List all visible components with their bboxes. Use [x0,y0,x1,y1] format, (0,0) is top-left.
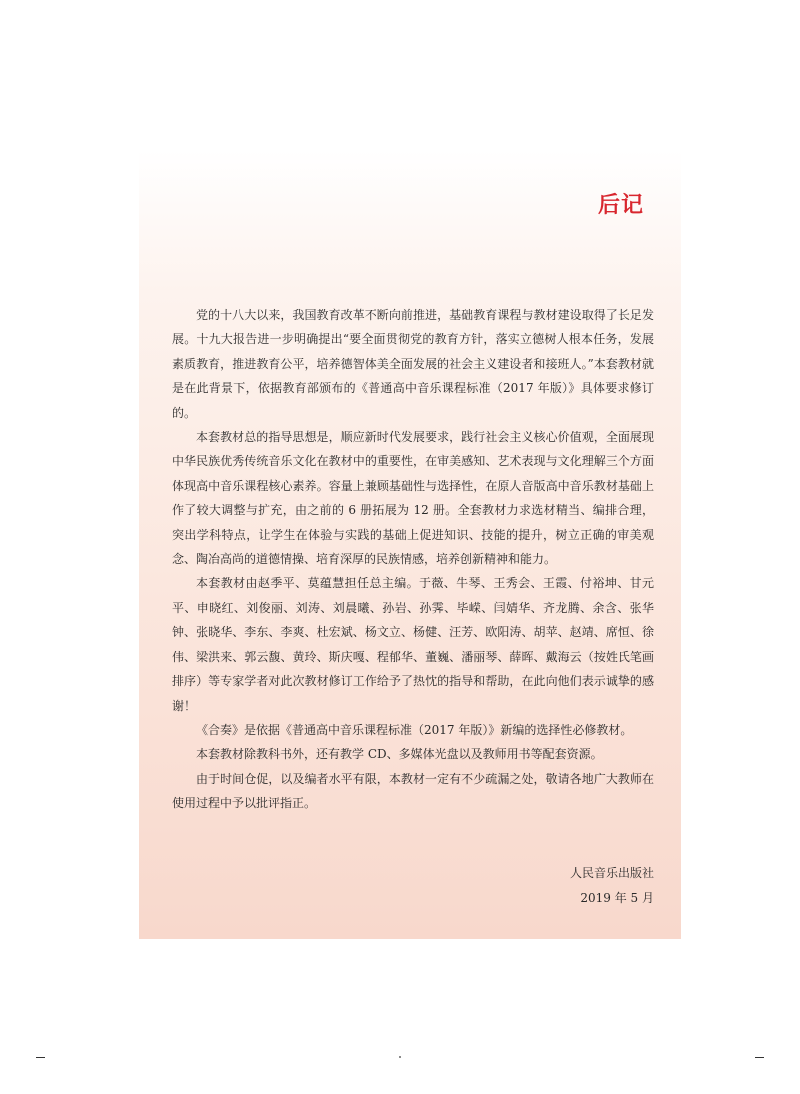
signature-date: 2019 年 5 月 [580,891,654,905]
paragraph-ensemble: 《合奏》是依据《普通高中音乐课程标准（2017 年版）》新编的选择性必修教材。 [196,722,633,737]
page-title: 后记 [598,193,645,218]
crop-mark-left [36,1057,45,1058]
paragraph-guiding-idea: 本套教材总的指导思想是，顺应新时代发展要求，践行社会主义核心价值观，全面展现中华民族优秀传统音乐文化在教材中的重要性，在审美感知、艺术表现与文化理解三个方面体现高中音乐课程核心素养。容量上兼顾基础性与选择性，在原人音版高中音乐教材基础上作了较大调整与扩充，由之前的 6 册拓展为 12 册。全套教材力求选材精当、编排合理，突出学科特点，让学生在体验与实践的基础上促进知识、技能的提升，树立正确的审美观念、陶冶高尚的道德情操、培育深厚的民族情感，培养创新精神和能力。 [172,430,654,567]
afterword-body [172,303,654,816]
paragraph-closing: 由于时间仓促，以及编者水平有限，本教材一定有不少疏漏之处，敬请各地广大教师在使用过程中予以批评指正。 [172,771,654,811]
crop-mark-center [399,1056,401,1058]
crop-mark-right [755,1057,764,1058]
paragraph-intro: 党的十八大以来，我国教育改革不断向前推进，基础教育课程与教材建设取得了长足发展。十九大报告进一步明确提出“要全面贯彻党的教育方针，落实立德树人根本任务，发展素质教育，推进教育公平，培养德智体美全面发展的社会主义建设者和接班人。”本套教材就是在此背景下，依据教育部颁布的《普通高中音乐课程标准（2017 年版）》具体要求修订的。 [172,308,654,420]
publisher-signature: 人民音乐出版社 [569,866,654,880]
paragraph-editors: 本套教材由赵季平、莫蕴慧担任总主编。于薇、牛琴、王秀会、王霞、付裕坤、甘元平、申晓红、刘俊丽、刘涛、刘晨曦、孙岩、孙霁、毕嵘、闫婧华、齐龙腾、余含、张华钟、张晓华、李东、李爽、杜宏斌、杨文立、杨健、汪芳、欧阳涛、胡苹、赵靖、席恒、徐伟、梁洪来、郭云馥、黄玲、斯庆嘎、程郁华、董巍、潘丽琴、薛晖、戴海云（按姓氏笔画排序）等专家学者对此次教材修订工作给予了热忱的指导和帮助，在此向他们表示诚挚的感谢！ [172,576,654,713]
paragraph-resources: 本套教材除教科书外，还有教学 CD、多媒体光盘以及教师用书等配套资源。 [196,747,603,762]
